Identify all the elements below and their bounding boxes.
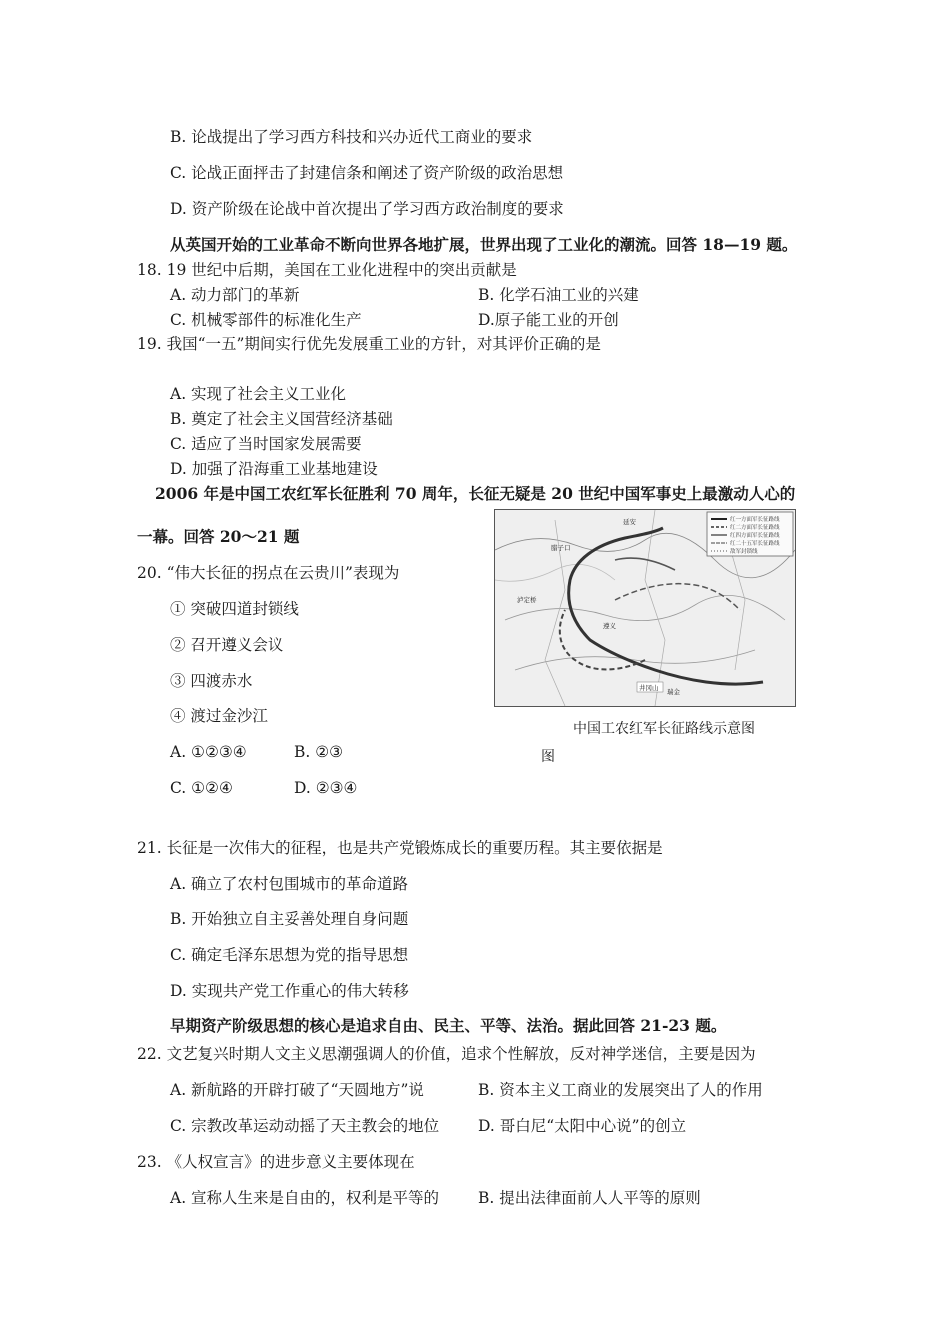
- q20-item-2: ② 召开遵义会议: [170, 636, 284, 654]
- legend-label-1: 红一方面军长征路线: [730, 517, 780, 523]
- q22-stem: 22. 文艺复兴时期人文主义思潮强调人的价值，追求个性解放，反对神学迷信，主要是因为: [137, 1045, 756, 1063]
- q21-option-b: B. 开始独立自主妥善处理自身问题: [170, 910, 409, 928]
- q17-option-d: D. 资产阶级在论战中首次提出了学习西方政治制度的要求: [170, 200, 564, 218]
- place-ludingqiao: 泸定桥: [517, 596, 537, 604]
- section-18-19-intro: 从英国开始的工业革命不断向世界各地扩展，世界出现了工业化的潮流。回答 18—19 题。: [170, 235, 798, 254]
- q21-option-d: D. 实现共产党工作重心的伟大转移: [170, 982, 409, 1000]
- q21-stem: 21. 长征是一次伟大的征程，也是共产党锻炼成长的重要历程。其主要依据是: [137, 839, 663, 857]
- q22-option-d: D. 哥白尼“太阳中心说”的创立: [478, 1117, 687, 1135]
- q20-option-b: B. ②③: [294, 743, 344, 761]
- legend-label-5: 敌军封锁线: [730, 549, 758, 555]
- q20-option-a: A. ①②③④: [170, 743, 247, 761]
- q18-stem: 18. 19 世纪中后期，美国在工业化进程中的突出贡献是: [137, 261, 517, 279]
- q18-option-a: A. 动力部门的革新: [170, 286, 300, 304]
- q19-stem: 19. 我国“一五”期间实行优先发展重工业的方针，对其评价正确的是: [137, 335, 601, 353]
- legend-label-4: 红二十五军长征路线: [730, 541, 780, 547]
- q19-option-b: B. 奠定了社会主义国营经济基础: [170, 410, 393, 428]
- map-caption-tail: 图: [541, 749, 555, 765]
- map-caption: 中国工农红军长征路线示意图: [573, 721, 755, 737]
- section-20-21-intro-line1: 2006 年是中国工农红军长征胜利 70 周年，长征无疑是 20 世纪中国军事史上最激动人心的: [155, 484, 796, 503]
- q20-item-4: ④ 渡过金沙江: [170, 707, 268, 725]
- q23-option-a: A. 宣称人生来是自由的，权利是平等的: [170, 1189, 440, 1207]
- place-ruijin: 瑞金: [667, 688, 680, 696]
- q18-option-d: D.原子能工业的开创: [478, 311, 619, 329]
- legend-label-3: 红四方面军长征路线: [730, 533, 780, 539]
- q23-stem: 23. 《人权宣言》的进步意义主要体现在: [137, 1153, 415, 1171]
- q20-item-1: ① 突破四道封锁线: [170, 600, 299, 618]
- q21-option-c: C. 确定毛泽东思想为党的指导思想: [170, 946, 409, 964]
- place-zunyi: 遵义: [603, 622, 616, 630]
- section-21-23-intro: 早期资产阶级思想的核心是追求自由、民主、平等、法治。据此回答 21-23 题。: [170, 1016, 727, 1035]
- place-lazikou: 腊子口: [551, 544, 571, 552]
- q19-option-a: A. 实现了社会主义工业化: [170, 385, 347, 403]
- q17-option-c: C. 论战正面抨击了封建信条和阐述了资产阶级的政治思想: [170, 164, 564, 182]
- long-march-map-drawing: [495, 510, 795, 706]
- place-yanan: 延安: [623, 518, 636, 526]
- q17-option-b: B. 论战提出了学习西方科技和兴办近代工商业的要求: [170, 128, 533, 146]
- q19-option-c: C. 适应了当时国家发展需要: [170, 435, 362, 453]
- q20-option-c: C. ①②④: [170, 779, 233, 797]
- q20-stem: 20. “伟大长征的拐点在云贵川”表现为: [137, 564, 400, 582]
- q19-option-d: D. 加强了沿海重工业基地建设: [170, 460, 378, 478]
- long-march-map: [494, 509, 796, 707]
- q20-option-d: D. ②③④: [294, 779, 358, 797]
- place-jinggangshan: 井冈山: [639, 684, 659, 692]
- q23-option-b: B. 提出法律面前人人平等的原则: [478, 1189, 701, 1207]
- q20-item-3: ③ 四渡赤水: [170, 672, 253, 690]
- q21-option-a: A. 确立了农村包围城市的革命道路: [170, 875, 409, 893]
- q22-option-b: B. 资本主义工商业的发展突出了人的作用: [478, 1081, 763, 1099]
- legend-label-2: 红二方面军长征路线: [730, 525, 780, 531]
- q18-option-c: C. 机械零部件的标准化生产: [170, 311, 362, 329]
- section-20-21-intro-line2: 一幕。回答 20～21 题: [137, 527, 300, 546]
- q18-option-b: B. 化学石油工业的兴建: [478, 286, 639, 304]
- q22-option-c: C. 宗教改革运动动摇了天主教会的地位: [170, 1117, 440, 1135]
- q22-option-a: A. 新航路的开辟打破了“天圆地方”说: [170, 1081, 424, 1099]
